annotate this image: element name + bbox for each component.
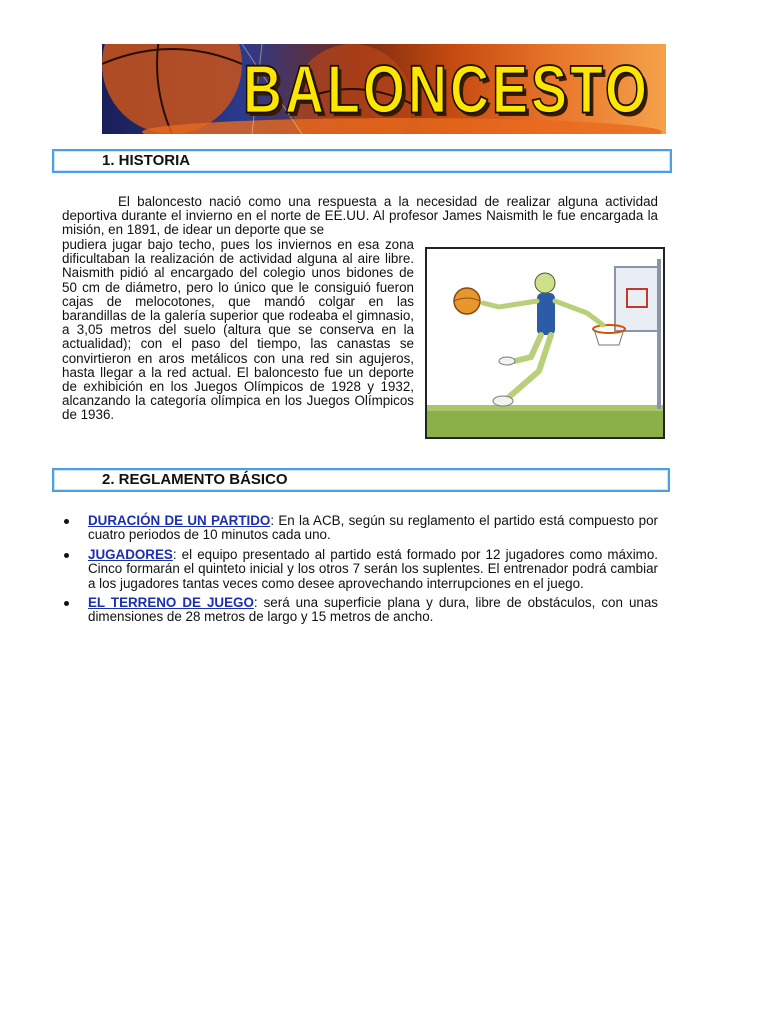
rule-text: : En la ACB, según su reglamento el partido está compuesto por cuatro periodos de 10 minutos cada uno. bbox=[88, 513, 658, 543]
banner-title: BALONCESTO bbox=[242, 52, 650, 128]
rules-list bbox=[64, 514, 658, 630]
section-heading-label: 1. HISTORIA bbox=[102, 152, 191, 169]
header-banner bbox=[102, 44, 666, 134]
basketball-player-illustration bbox=[425, 247, 665, 439]
bullet-icon bbox=[64, 601, 69, 606]
section-heading-reglamento bbox=[52, 468, 670, 492]
list-item bbox=[64, 596, 658, 625]
bullet-icon bbox=[64, 519, 69, 524]
rule-term-link[interactable]: DURACIÓN DE UN PARTIDO bbox=[88, 513, 271, 528]
rule-text: : será una superficie plana y dura, libre de obstáculos, con unas dimensiones de 28 metros de largo y 15 metros de ancho. bbox=[88, 595, 659, 625]
historia-paragraph-wrap: pudiera jugar bajo techo, pues los inviernos en esa zona dificultaban la realización de actividad alguna al aire libre. Naismith pidió al encargado del colegio unos bidones de 50 cm de diámetro, pero lo único que le consiguió fueron cajas de melocotones, que mandó colgar en las barandillas de la galería superior que rodeaba el gimnasio, a 3,05 metros del suelo (altura que se conserva en la actualidad); con el paso del tiempo, las canastas se convirtieron en aros metálicos con una red sin agujeros, hasta llegar a la red actual. El baloncesto fue un deporte de exhibición en los Juegos Olímpicos de 1928 y 1932, alcanzando la categoría olímpica en los Juegos Olímpicos de 1936. bbox=[62, 237, 414, 423]
list-item bbox=[64, 548, 658, 591]
rule-term-link[interactable]: EL TERRENO DE JUEGO bbox=[88, 595, 254, 611]
bullet-icon bbox=[64, 553, 69, 558]
rule-term-link[interactable]: JUGADORES bbox=[88, 546, 173, 562]
section-heading-label: 2. REGLAMENTO BÁSICO bbox=[102, 471, 288, 488]
rule-text: : el equipo presentado al partido está formado por 12 jugadores como máximo. Cinco formarán el quinteto inicial y los otros 7 serán los suplentes. El entrenador podrá cambiar a los jugadores tantas veces como desee aprovechando interrupciones en el juego. bbox=[88, 546, 658, 591]
historia-paragraph-top: El baloncesto nació como una respuesta a la necesidad de realizar alguna actividad deportiva durante el invierno en el norte de EE.UU. Al profesor James Naismith le fue encargada la misión, en 1891, de idear un deporte que se bbox=[62, 194, 658, 238]
section-heading-historia bbox=[52, 149, 672, 173]
list-item bbox=[64, 514, 658, 543]
